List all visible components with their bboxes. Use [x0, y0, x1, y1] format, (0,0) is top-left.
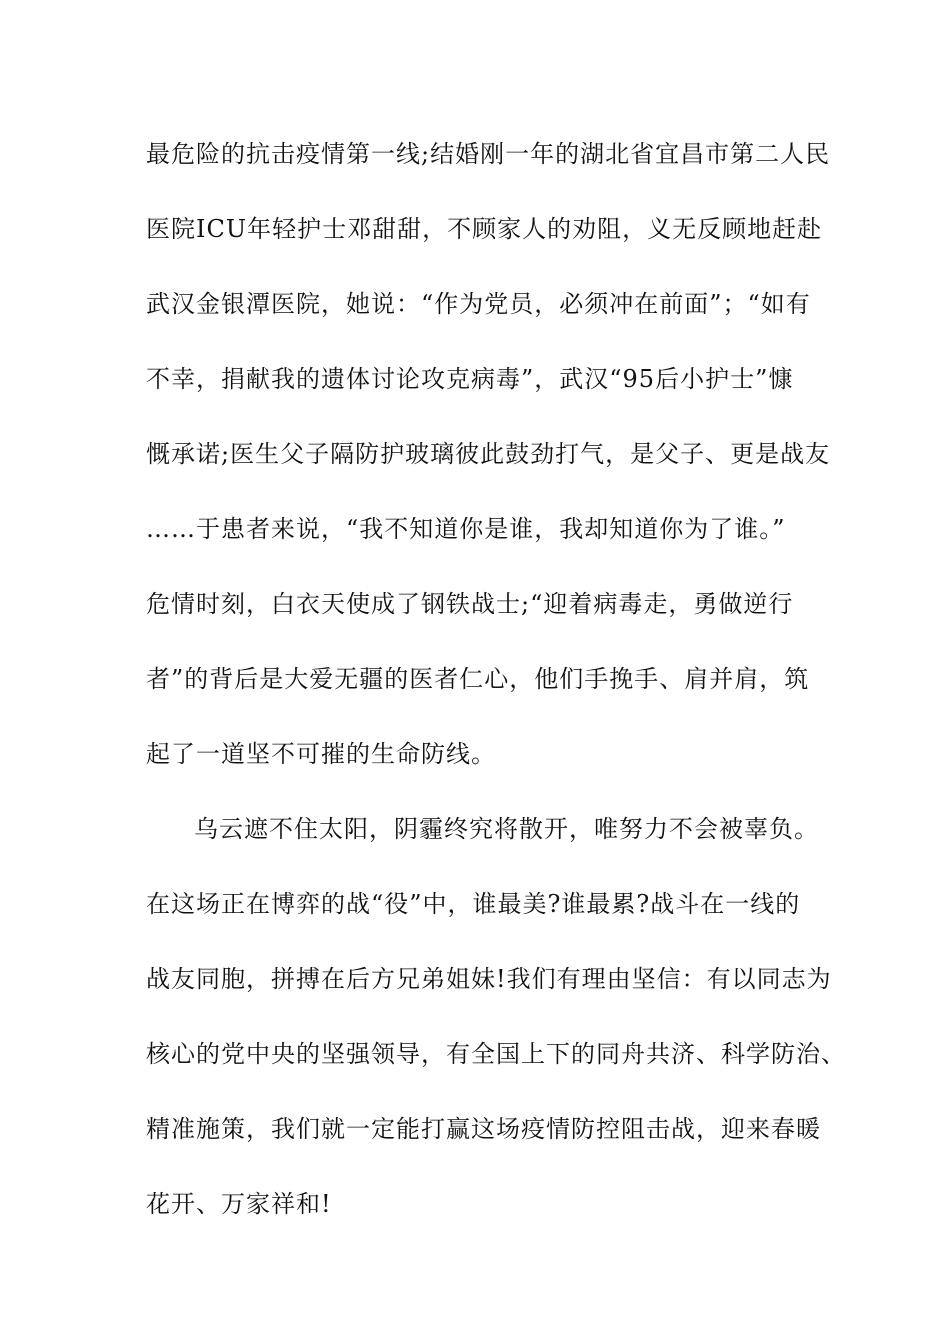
text-line-11: 在这场正在博弈的战“役”中，谁最美?谁最累?战斗在一线的 [146, 890, 801, 918]
text-line-6: ……于患者来说，“我不知道你是谁，我却知道你为了谁。” [146, 515, 786, 543]
text-line-12: 战友同胞，拼搏在后方兄弟姐妹!我们有理由坚信：有以同志为 [146, 965, 832, 993]
text-line-4: 不幸，捐献我的遗体讨论攻克病毒”，武汉“95后小护士”慷 [146, 365, 794, 393]
text-line-14: 精准施策，我们就一定能打赢这场疫情防控阻击战，迎来春暖 [146, 1115, 821, 1143]
text-line-9: 起了一道坚不可摧的生命防线。 [146, 740, 496, 768]
text-line-7: 危情时刻，白衣天使成了钢铁战士;“迎着病毒走，勇做逆行 [146, 590, 794, 618]
text-line-2: 医院ICU年轻护士邓甜甜，不顾家人的劝阻，义无反顾地赶赴 [146, 215, 823, 243]
paragraph-start-line: 乌云遮不住太阳，阴霾终究将散开，唯努力不会被辜负。 [194, 815, 819, 843]
text-line-8: 者”的背后是大爱无疆的医者仁心，他们手挽手、肩并肩，筑 [146, 665, 810, 693]
text-line-1: 最危险的抗击疫情第一线;结婚刚一年的湖北省宜昌市第二人民 [146, 140, 831, 168]
text-line-15: 花开、万家祥和! [146, 1190, 332, 1218]
text-line-5: 慨承诺;医生父子隔防护玻璃彼此鼓劲打气，是父子、更是战友 [146, 440, 831, 468]
text-line-13: 核心的党中央的坚强领导，有全国上下的同舟共济、科学防治、 [146, 1040, 846, 1068]
article-body [146, 130, 846, 1255]
text-line-3: 武汉金银潭医院，她说：“作为党员，必须冲在前面”；“如有 [146, 290, 811, 318]
